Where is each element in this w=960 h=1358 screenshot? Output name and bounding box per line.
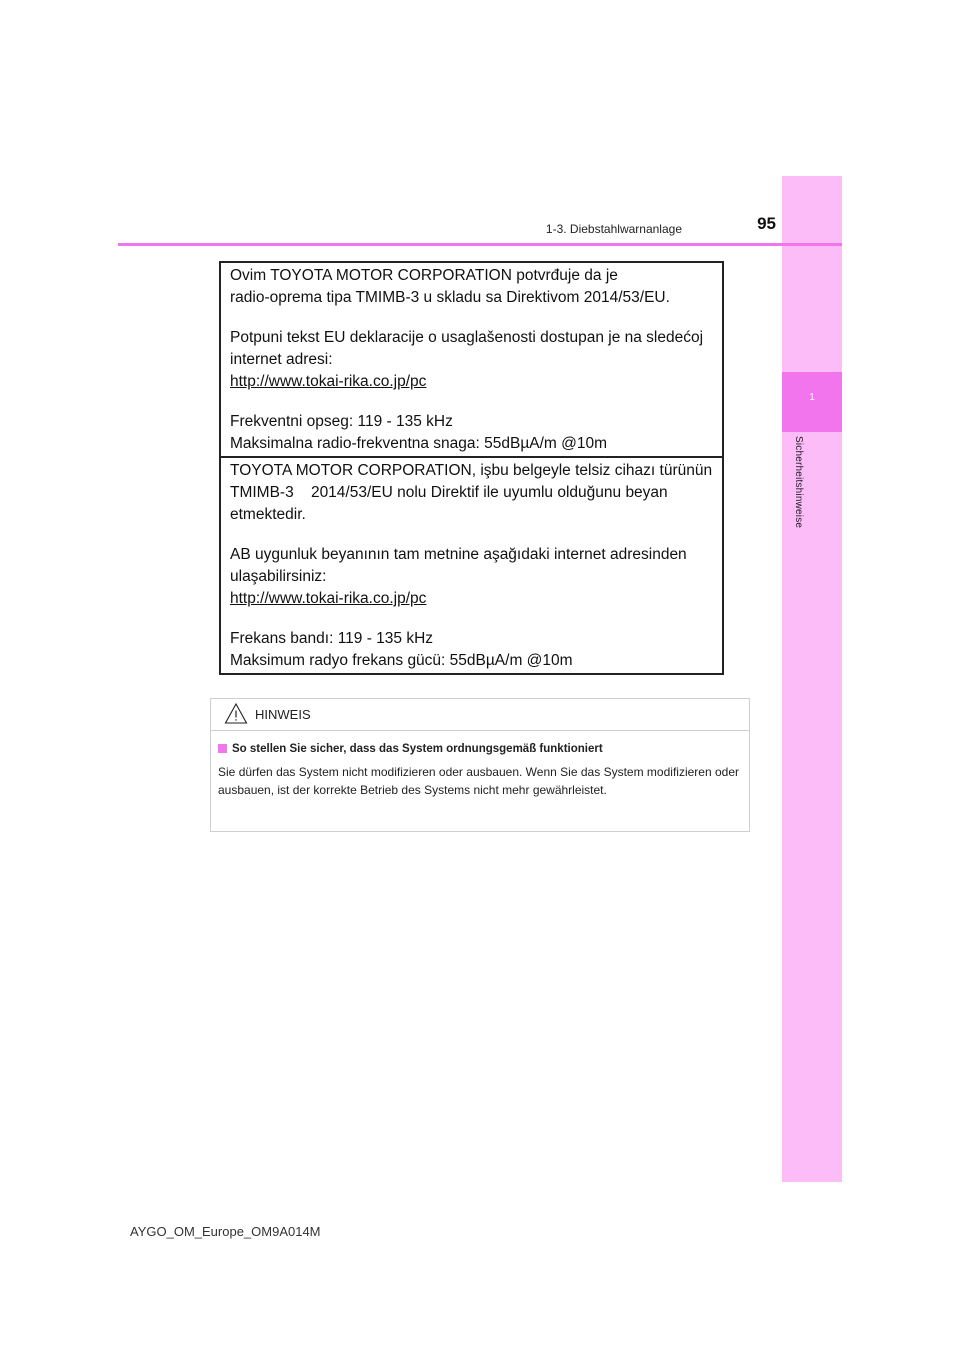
declaration-link[interactable]: http://www.tokai-rika.co.jp/pc	[230, 590, 427, 607]
footer-document-id: AYGO_OM_Europe_OM9A014M	[130, 1224, 321, 1239]
section-title: 1-3. Diebstahlwarnanlage	[545, 222, 682, 236]
page-number: 95	[757, 214, 776, 233]
notice-heading-text: So stellen Sie sicher, dass das System ordnungsgemäß funktioniert	[232, 743, 603, 755]
declaration-line: Frekans bandı: 119 - 135 kHz	[230, 630, 434, 647]
header-divider	[118, 243, 842, 246]
declaration-line: Potpuni tekst EU deklaracije o usaglašenosti dostupan je na sledećoj	[230, 329, 704, 346]
declaration-line: ulaşabilirsiniz:	[230, 568, 327, 585]
declaration-box	[219, 261, 724, 675]
side-tab-strip	[782, 176, 842, 1182]
notice-header	[211, 699, 749, 731]
side-tab-label: Sicherheitshinweise	[793, 436, 804, 529]
declaration-line: TOYOTA MOTOR CORPORATION, işbu belgeyle telsiz cihazı türünün	[230, 462, 713, 479]
declaration-line: internet adresi:	[230, 351, 333, 368]
declaration-line: radio-oprema tipa TMIMB-3 u skladu sa Direktivom 2014/53/EU.	[230, 289, 670, 306]
notice-body: Sie dürfen das System nicht modifizieren oder ausbauen. Wenn Sie das System modifizieren oder ausbauen, ist der korrekte Betrieb des Systems nicht mehr gewährleistet.	[218, 765, 739, 797]
declaration-serbian	[230, 265, 720, 455]
bullet-square-icon	[218, 744, 227, 753]
declaration-line: Maksimalna radio-frekventna snaga: 55dBµA/m @10m	[230, 435, 608, 452]
side-tab-chapter-number: 1	[809, 392, 815, 403]
declaration-line: Maksimum radyo frekans gücü: 55dBµA/m @10m	[230, 652, 573, 669]
notice-box	[210, 698, 750, 832]
declaration-line: Ovim TOYOTA MOTOR CORPORATION potvrđuje da je	[230, 267, 618, 284]
declaration-link[interactable]: http://www.tokai-rika.co.jp/pc	[230, 373, 427, 390]
declaration-line: Frekventni opseg: 119 - 135 kHz	[230, 413, 453, 430]
declaration-divider	[221, 456, 722, 458]
declaration-line: etmektedir.	[230, 506, 306, 523]
notice-heading	[218, 743, 742, 755]
notice-title: HINWEIS	[255, 707, 311, 722]
declaration-line: AB uygunluk beyanının tam metnine aşağıdaki internet adresinden	[230, 546, 687, 563]
declaration-turkish	[230, 460, 720, 672]
warning-triangle-icon	[224, 702, 248, 726]
declaration-line: TMIMB-3 2014/53/EU nolu Direktif ile uyumlu olduğunu beyan	[230, 484, 668, 501]
